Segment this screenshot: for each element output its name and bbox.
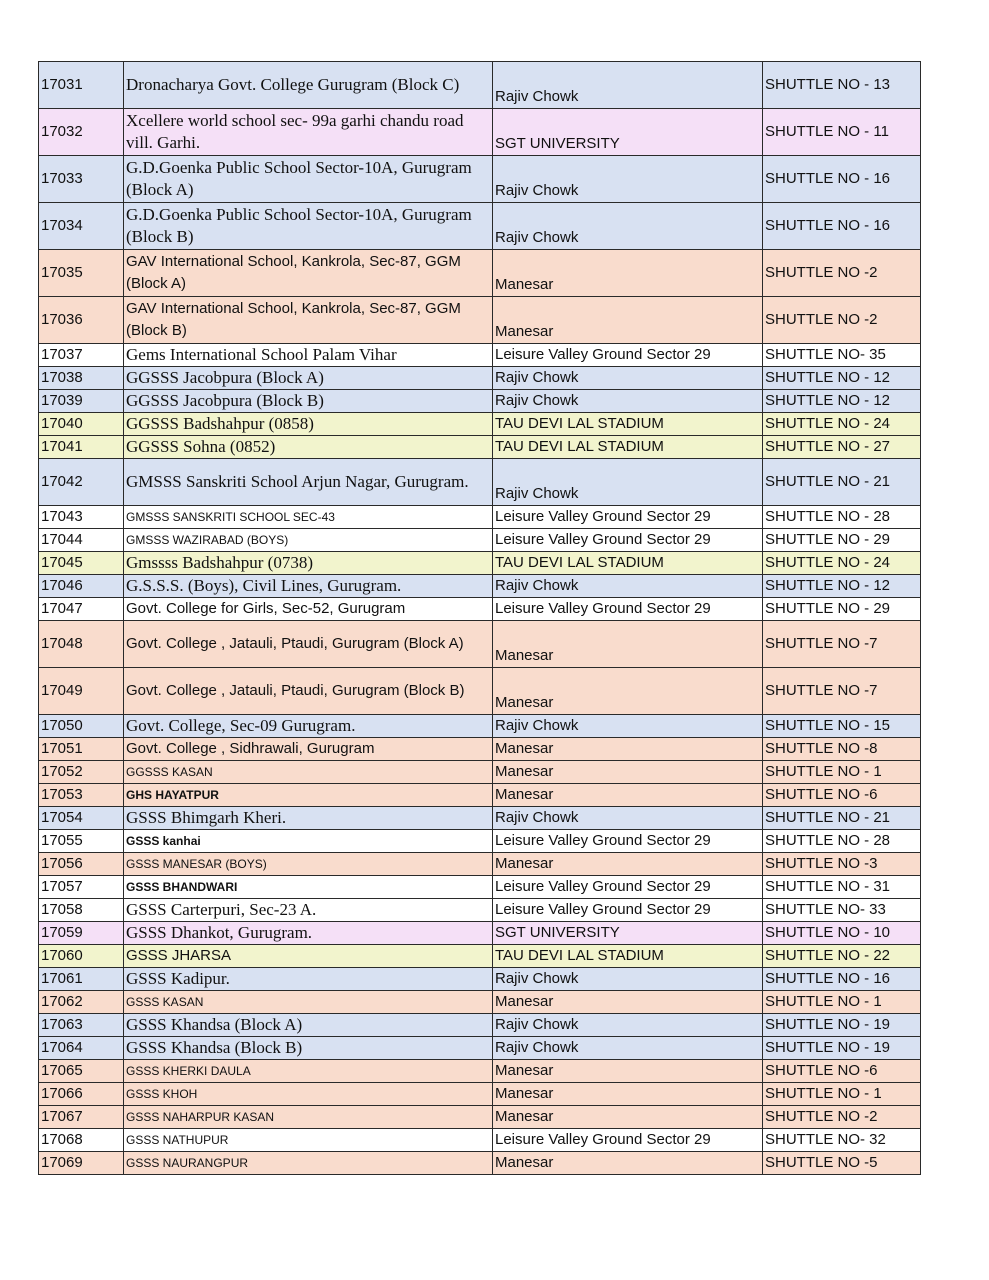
- table-row: [39, 668, 921, 715]
- school-name-cell: Govt. College, Sec-09 Gurugram.: [124, 715, 493, 738]
- shuttle-number-cell: SHUTTLE NO -5: [763, 1152, 921, 1175]
- school-name-cell: GSSS Kadipur.: [124, 968, 493, 991]
- shuttle-number-cell: SHUTTLE NO - 12: [763, 390, 921, 413]
- destination-cell: Rajiv Chowk: [493, 715, 763, 738]
- shuttle-number-cell: SHUTTLE NO - 28: [763, 506, 921, 529]
- school-code-cell: 17039: [39, 390, 124, 413]
- school-code-cell: 17067: [39, 1106, 124, 1129]
- table-row: [39, 459, 921, 506]
- school-name-cell: GSSS Bhimgarh Kheri.: [124, 807, 493, 830]
- shuttle-number-cell: SHUTTLE NO -3: [763, 853, 921, 876]
- table-row: [39, 830, 921, 853]
- table-row: [39, 784, 921, 807]
- school-name-cell: Gmssss Badshahpur (0738): [124, 552, 493, 575]
- destination-cell: Rajiv Chowk: [493, 367, 763, 390]
- shuttle-number-cell: SHUTTLE NO -2: [763, 250, 921, 297]
- school-code-cell: 17066: [39, 1083, 124, 1106]
- school-name-cell: GGSSS Sohna (0852): [124, 436, 493, 459]
- school-code-cell: 17047: [39, 598, 124, 621]
- shuttle-number-cell: SHUTTLE NO - 29: [763, 529, 921, 552]
- destination-cell: Manesar: [493, 784, 763, 807]
- school-code-cell: 17058: [39, 899, 124, 922]
- destination-cell: Rajiv Chowk: [493, 203, 763, 250]
- shuttle-number-cell: SHUTTLE NO - 21: [763, 807, 921, 830]
- school-name-cell: GSSS Carterpuri, Sec-23 A.: [124, 899, 493, 922]
- shuttle-number-cell: SHUTTLE NO -2: [763, 1106, 921, 1129]
- school-code-cell: 17057: [39, 876, 124, 899]
- school-name-cell: GGSSS KASAN: [124, 761, 493, 784]
- school-name-cell: Gems International School Palam Vihar: [124, 344, 493, 367]
- destination-cell: Manesar: [493, 250, 763, 297]
- school-name-cell: GSSS Dhankot, Gurugram.: [124, 922, 493, 945]
- school-code-cell: 17046: [39, 575, 124, 598]
- school-code-cell: 17032: [39, 109, 124, 156]
- school-name-cell: GSSS MANESAR (BOYS): [124, 853, 493, 876]
- school-code-cell: 17033: [39, 156, 124, 203]
- table-row: [39, 807, 921, 830]
- table-row: [39, 109, 921, 156]
- school-name-cell: Dronacharya Govt. College Gurugram (Block C): [124, 62, 493, 109]
- school-name-cell: GSSS Khandsa (Block B): [124, 1037, 493, 1060]
- shuttle-number-cell: SHUTTLE NO - 19: [763, 1037, 921, 1060]
- destination-cell: Manesar: [493, 621, 763, 668]
- school-name-cell: GSSS Khandsa (Block A): [124, 1014, 493, 1037]
- school-code-cell: 17035: [39, 250, 124, 297]
- table-row: [39, 1083, 921, 1106]
- school-name-cell: Xcellere world school sec- 99a garhi chandu road vill. Garhi.: [124, 109, 493, 156]
- destination-cell: Manesar: [493, 853, 763, 876]
- table-row: [39, 1152, 921, 1175]
- school-code-cell: 17061: [39, 968, 124, 991]
- school-code-cell: 17042: [39, 459, 124, 506]
- table-row: [39, 968, 921, 991]
- destination-cell: Manesar: [493, 297, 763, 344]
- school-name-cell: GSSS NATHUPUR: [124, 1129, 493, 1152]
- destination-cell: Leisure Valley Ground Sector 29: [493, 506, 763, 529]
- shuttle-number-cell: SHUTTLE NO -2: [763, 297, 921, 344]
- destination-cell: Rajiv Chowk: [493, 62, 763, 109]
- school-name-cell: GSSS KHOH: [124, 1083, 493, 1106]
- school-name-cell: GSSS KHERKI DAULA: [124, 1060, 493, 1083]
- school-code-cell: 17044: [39, 529, 124, 552]
- school-code-cell: 17052: [39, 761, 124, 784]
- school-name-cell: GSSS BHANDWARI: [124, 876, 493, 899]
- school-code-cell: 17069: [39, 1152, 124, 1175]
- table-row: [39, 1129, 921, 1152]
- table-row: [39, 853, 921, 876]
- school-code-cell: 17051: [39, 738, 124, 761]
- school-code-cell: 17053: [39, 784, 124, 807]
- shuttle-number-cell: SHUTTLE NO - 28: [763, 830, 921, 853]
- table-row: [39, 297, 921, 344]
- school-code-cell: 17055: [39, 830, 124, 853]
- shuttle-number-cell: SHUTTLE NO- 32: [763, 1129, 921, 1152]
- destination-cell: SGT UNIVERSITY: [493, 109, 763, 156]
- table-row: [39, 250, 921, 297]
- destination-cell: Leisure Valley Ground Sector 29: [493, 876, 763, 899]
- school-code-cell: 17043: [39, 506, 124, 529]
- destination-cell: Rajiv Chowk: [493, 156, 763, 203]
- table-row: [39, 598, 921, 621]
- school-name-cell: Govt. College , Jatauli, Ptaudi, Gurugram (Block B): [124, 668, 493, 715]
- destination-cell: Rajiv Chowk: [493, 968, 763, 991]
- shuttle-number-cell: SHUTTLE NO - 24: [763, 552, 921, 575]
- shuttle-number-cell: SHUTTLE NO - 24: [763, 413, 921, 436]
- shuttle-number-cell: SHUTTLE NO - 22: [763, 945, 921, 968]
- shuttle-number-cell: SHUTTLE NO - 27: [763, 436, 921, 459]
- destination-cell: SGT UNIVERSITY: [493, 922, 763, 945]
- shuttle-number-cell: SHUTTLE NO -8: [763, 738, 921, 761]
- table-row: [39, 575, 921, 598]
- table-row: [39, 899, 921, 922]
- school-name-cell: Govt. College , Sidhrawali, Gurugram: [124, 738, 493, 761]
- shuttle-number-cell: SHUTTLE NO - 31: [763, 876, 921, 899]
- school-code-cell: 17031: [39, 62, 124, 109]
- table-row: [39, 436, 921, 459]
- table-row: [39, 1037, 921, 1060]
- school-code-cell: 17050: [39, 715, 124, 738]
- shuttle-number-cell: SHUTTLE NO -7: [763, 621, 921, 668]
- shuttle-number-cell: SHUTTLE NO - 16: [763, 203, 921, 250]
- shuttle-number-cell: SHUTTLE NO - 11: [763, 109, 921, 156]
- table-row: [39, 621, 921, 668]
- school-code-cell: 17063: [39, 1014, 124, 1037]
- shuttle-table: [38, 61, 921, 1175]
- destination-cell: TAU DEVI LAL STADIUM: [493, 436, 763, 459]
- shuttle-number-cell: SHUTTLE NO -6: [763, 1060, 921, 1083]
- destination-cell: Manesar: [493, 1083, 763, 1106]
- destination-cell: Manesar: [493, 1060, 763, 1083]
- school-name-cell: GGSSS Badshahpur (0858): [124, 413, 493, 436]
- shuttle-number-cell: SHUTTLE NO - 12: [763, 575, 921, 598]
- shuttle-number-cell: SHUTTLE NO - 12: [763, 367, 921, 390]
- school-name-cell: GGSSS Jacobpura (Block B): [124, 390, 493, 413]
- destination-cell: Manesar: [493, 761, 763, 784]
- shuttle-number-cell: SHUTTLE NO -7: [763, 668, 921, 715]
- destination-cell: Rajiv Chowk: [493, 807, 763, 830]
- table-row: [39, 876, 921, 899]
- shuttle-number-cell: SHUTTLE NO - 10: [763, 922, 921, 945]
- school-name-cell: G.D.Goenka Public School Sector-10A, Gurugram (Block B): [124, 203, 493, 250]
- destination-cell: Leisure Valley Ground Sector 29: [493, 529, 763, 552]
- destination-cell: Manesar: [493, 1152, 763, 1175]
- shuttle-number-cell: SHUTTLE NO - 16: [763, 156, 921, 203]
- shuttle-number-cell: SHUTTLE NO - 16: [763, 968, 921, 991]
- shuttle-number-cell: SHUTTLE NO - 1: [763, 761, 921, 784]
- school-code-cell: 17040: [39, 413, 124, 436]
- table-row: [39, 506, 921, 529]
- school-name-cell: G.S.S.S. (Boys), Civil Lines, Gurugram.: [124, 575, 493, 598]
- destination-cell: TAU DEVI LAL STADIUM: [493, 413, 763, 436]
- destination-cell: Leisure Valley Ground Sector 29: [493, 344, 763, 367]
- table-row: [39, 203, 921, 250]
- destination-cell: Manesar: [493, 738, 763, 761]
- shuttle-number-cell: SHUTTLE NO- 33: [763, 899, 921, 922]
- school-code-cell: 17060: [39, 945, 124, 968]
- school-code-cell: 17065: [39, 1060, 124, 1083]
- table-row: [39, 390, 921, 413]
- school-name-cell: GSSS JHARSA: [124, 945, 493, 968]
- school-code-cell: 17064: [39, 1037, 124, 1060]
- school-code-cell: 17034: [39, 203, 124, 250]
- destination-cell: Rajiv Chowk: [493, 459, 763, 506]
- shuttle-number-cell: SHUTTLE NO - 1: [763, 991, 921, 1014]
- destination-cell: TAU DEVI LAL STADIUM: [493, 552, 763, 575]
- table-row: [39, 715, 921, 738]
- school-code-cell: 17037: [39, 344, 124, 367]
- school-code-cell: 17056: [39, 853, 124, 876]
- school-code-cell: 17048: [39, 621, 124, 668]
- shuttle-number-cell: SHUTTLE NO -6: [763, 784, 921, 807]
- destination-cell: Manesar: [493, 668, 763, 715]
- table-row: [39, 991, 921, 1014]
- destination-cell: Rajiv Chowk: [493, 1037, 763, 1060]
- destination-cell: Manesar: [493, 991, 763, 1014]
- destination-cell: Leisure Valley Ground Sector 29: [493, 899, 763, 922]
- destination-cell: Leisure Valley Ground Sector 29: [493, 598, 763, 621]
- table-row: [39, 761, 921, 784]
- school-code-cell: 17068: [39, 1129, 124, 1152]
- shuttle-number-cell: SHUTTLE NO - 13: [763, 62, 921, 109]
- school-name-cell: GHS HAYATPUR: [124, 784, 493, 807]
- table-row: [39, 62, 921, 109]
- table-row: [39, 156, 921, 203]
- table-row: [39, 367, 921, 390]
- destination-cell: TAU DEVI LAL STADIUM: [493, 945, 763, 968]
- school-name-cell: G.D.Goenka Public School Sector-10A, Gurugram (Block A): [124, 156, 493, 203]
- table-row: [39, 922, 921, 945]
- table-row: [39, 1060, 921, 1083]
- destination-cell: Rajiv Chowk: [493, 1014, 763, 1037]
- school-name-cell: Govt. College for Girls, Sec-52, Gurugram: [124, 598, 493, 621]
- shuttle-number-cell: SHUTTLE NO - 1: [763, 1083, 921, 1106]
- school-code-cell: 17041: [39, 436, 124, 459]
- shuttle-number-cell: SHUTTLE NO - 21: [763, 459, 921, 506]
- table-row: [39, 945, 921, 968]
- school-code-cell: 17062: [39, 991, 124, 1014]
- school-code-cell: 17036: [39, 297, 124, 344]
- table-row: [39, 1014, 921, 1037]
- school-name-cell: Govt. College , Jatauli, Ptaudi, Gurugram (Block A): [124, 621, 493, 668]
- destination-cell: Leisure Valley Ground Sector 29: [493, 830, 763, 853]
- school-code-cell: 17049: [39, 668, 124, 715]
- school-name-cell: GAV International School, Kankrola, Sec-87, GGM (Block B): [124, 297, 493, 344]
- shuttle-number-cell: SHUTTLE NO - 29: [763, 598, 921, 621]
- shuttle-number-cell: SHUTTLE NO- 35: [763, 344, 921, 367]
- school-name-cell: GMSSS Sanskriti School Arjun Nagar, Gurugram.: [124, 459, 493, 506]
- table-row: [39, 413, 921, 436]
- destination-cell: Manesar: [493, 1106, 763, 1129]
- table-row: [39, 344, 921, 367]
- school-code-cell: 17059: [39, 922, 124, 945]
- destination-cell: Rajiv Chowk: [493, 575, 763, 598]
- school-code-cell: 17054: [39, 807, 124, 830]
- shuttle-table-body: [39, 62, 921, 1175]
- school-name-cell: GSSS KASAN: [124, 991, 493, 1014]
- shuttle-number-cell: SHUTTLE NO - 15: [763, 715, 921, 738]
- school-code-cell: 17038: [39, 367, 124, 390]
- school-code-cell: 17045: [39, 552, 124, 575]
- table-row: [39, 529, 921, 552]
- school-name-cell: GGSSS Jacobpura (Block A): [124, 367, 493, 390]
- school-name-cell: GAV International School, Kankrola, Sec-87, GGM (Block A): [124, 250, 493, 297]
- destination-cell: Leisure Valley Ground Sector 29: [493, 1129, 763, 1152]
- destination-cell: Rajiv Chowk: [493, 390, 763, 413]
- school-name-cell: GMSSS WAZIRABAD (BOYS): [124, 529, 493, 552]
- school-name-cell: GMSSS SANSKRITI SCHOOL SEC-43: [124, 506, 493, 529]
- table-row: [39, 738, 921, 761]
- table-row: [39, 552, 921, 575]
- school-name-cell: GSSS kanhai: [124, 830, 493, 853]
- school-name-cell: GSSS NAURANGPUR: [124, 1152, 493, 1175]
- shuttle-number-cell: SHUTTLE NO - 19: [763, 1014, 921, 1037]
- table-row: [39, 1106, 921, 1129]
- school-name-cell: GSSS NAHARPUR KASAN: [124, 1106, 493, 1129]
